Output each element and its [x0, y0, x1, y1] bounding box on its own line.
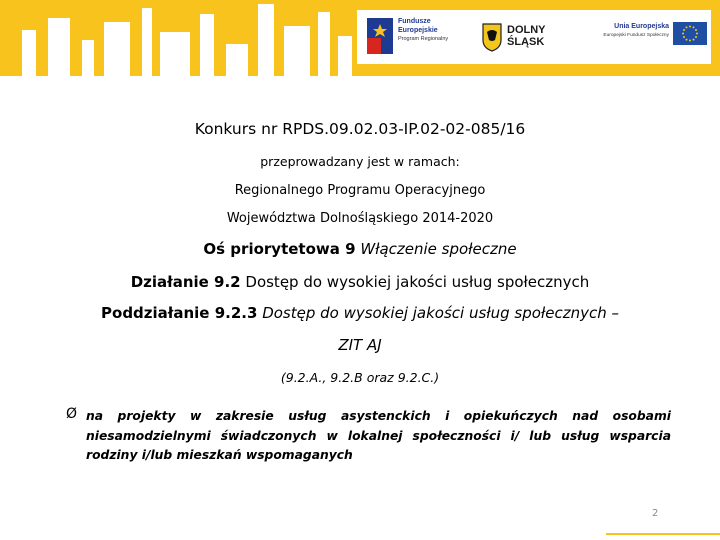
action: [0, 273, 720, 291]
eu-flag-icon: [673, 22, 707, 45]
decor-block: [142, 8, 152, 76]
dolny-slask-crest-icon: [481, 22, 503, 52]
decor-block: [258, 4, 274, 76]
decor-block: [226, 44, 248, 76]
decor-block: [338, 36, 352, 76]
decor-block: [48, 18, 70, 76]
fundusze-europejskie-text: [398, 17, 448, 44]
priority-axis: [0, 240, 720, 258]
fe-line2: Europejskie: [398, 27, 438, 34]
dolny-slask-text: [507, 24, 546, 48]
fundusze-europejskie-logo-icon: [365, 16, 395, 56]
program-line2: Województwa Dolnośląskiego 2014-2020: [226, 211, 494, 226]
program-line1: Regionalnego Programu Operacyjnego: [234, 183, 486, 198]
decor-block: [200, 14, 214, 76]
competition-title: Konkurs nr RPDS.09.02.03-IP.02-02-085/16: [194, 120, 526, 138]
subaction: [0, 304, 720, 322]
ds-line1: DOLNY: [507, 24, 546, 36]
unia-europejska-text: [585, 22, 669, 40]
header-band: [0, 0, 720, 76]
fe-line3: Program Regionalny: [398, 36, 449, 42]
decor-block: [284, 26, 310, 76]
decor-block: [22, 30, 36, 76]
footer-line: [606, 533, 720, 535]
decor-block: [104, 22, 130, 76]
logo-bar: [357, 10, 711, 64]
page-number: 2: [652, 508, 659, 519]
subaction-label: Poddziałanie 9.2.3: [101, 304, 258, 322]
fe-line1: Fundusze: [398, 18, 431, 25]
decor-block: [82, 40, 94, 76]
axis-label: Oś priorytetowa 9: [203, 240, 356, 258]
action-label: Działanie 9.2: [130, 273, 241, 291]
variants-text: (9.2.A., 9.2.B oraz 9.2.C.): [280, 370, 440, 385]
axis-name: Włączenie społeczne: [360, 240, 517, 258]
eu-line1: Unia Europejska: [614, 23, 669, 30]
decor-block: [318, 12, 330, 76]
bullet-text: na projekty w zakresie usług asystenckich i opiekuńczych nad osobami niesamodzielnymi świadczonych w lokalnej społeczności i/ lub usług wsparcia rodziny i/lub mieszkań wspomaganych: [86, 409, 671, 462]
eu-line2: Europejski Fundusz Społeczny: [603, 33, 669, 38]
action-name: Dostęp do wysokiej jakości usług społecznych: [245, 273, 590, 291]
subaction-name: Dostęp do wysokiej jakości usług społecznych –: [262, 304, 619, 322]
conducted-text: przeprowadzany jest w ramach:: [260, 154, 460, 169]
ds-line2: ŚLĄSK: [507, 36, 545, 48]
bullet-arrow-icon: Ø: [66, 406, 78, 422]
decor-block: [160, 32, 190, 76]
subaction-suffix: ZIT AJ: [338, 336, 382, 354]
